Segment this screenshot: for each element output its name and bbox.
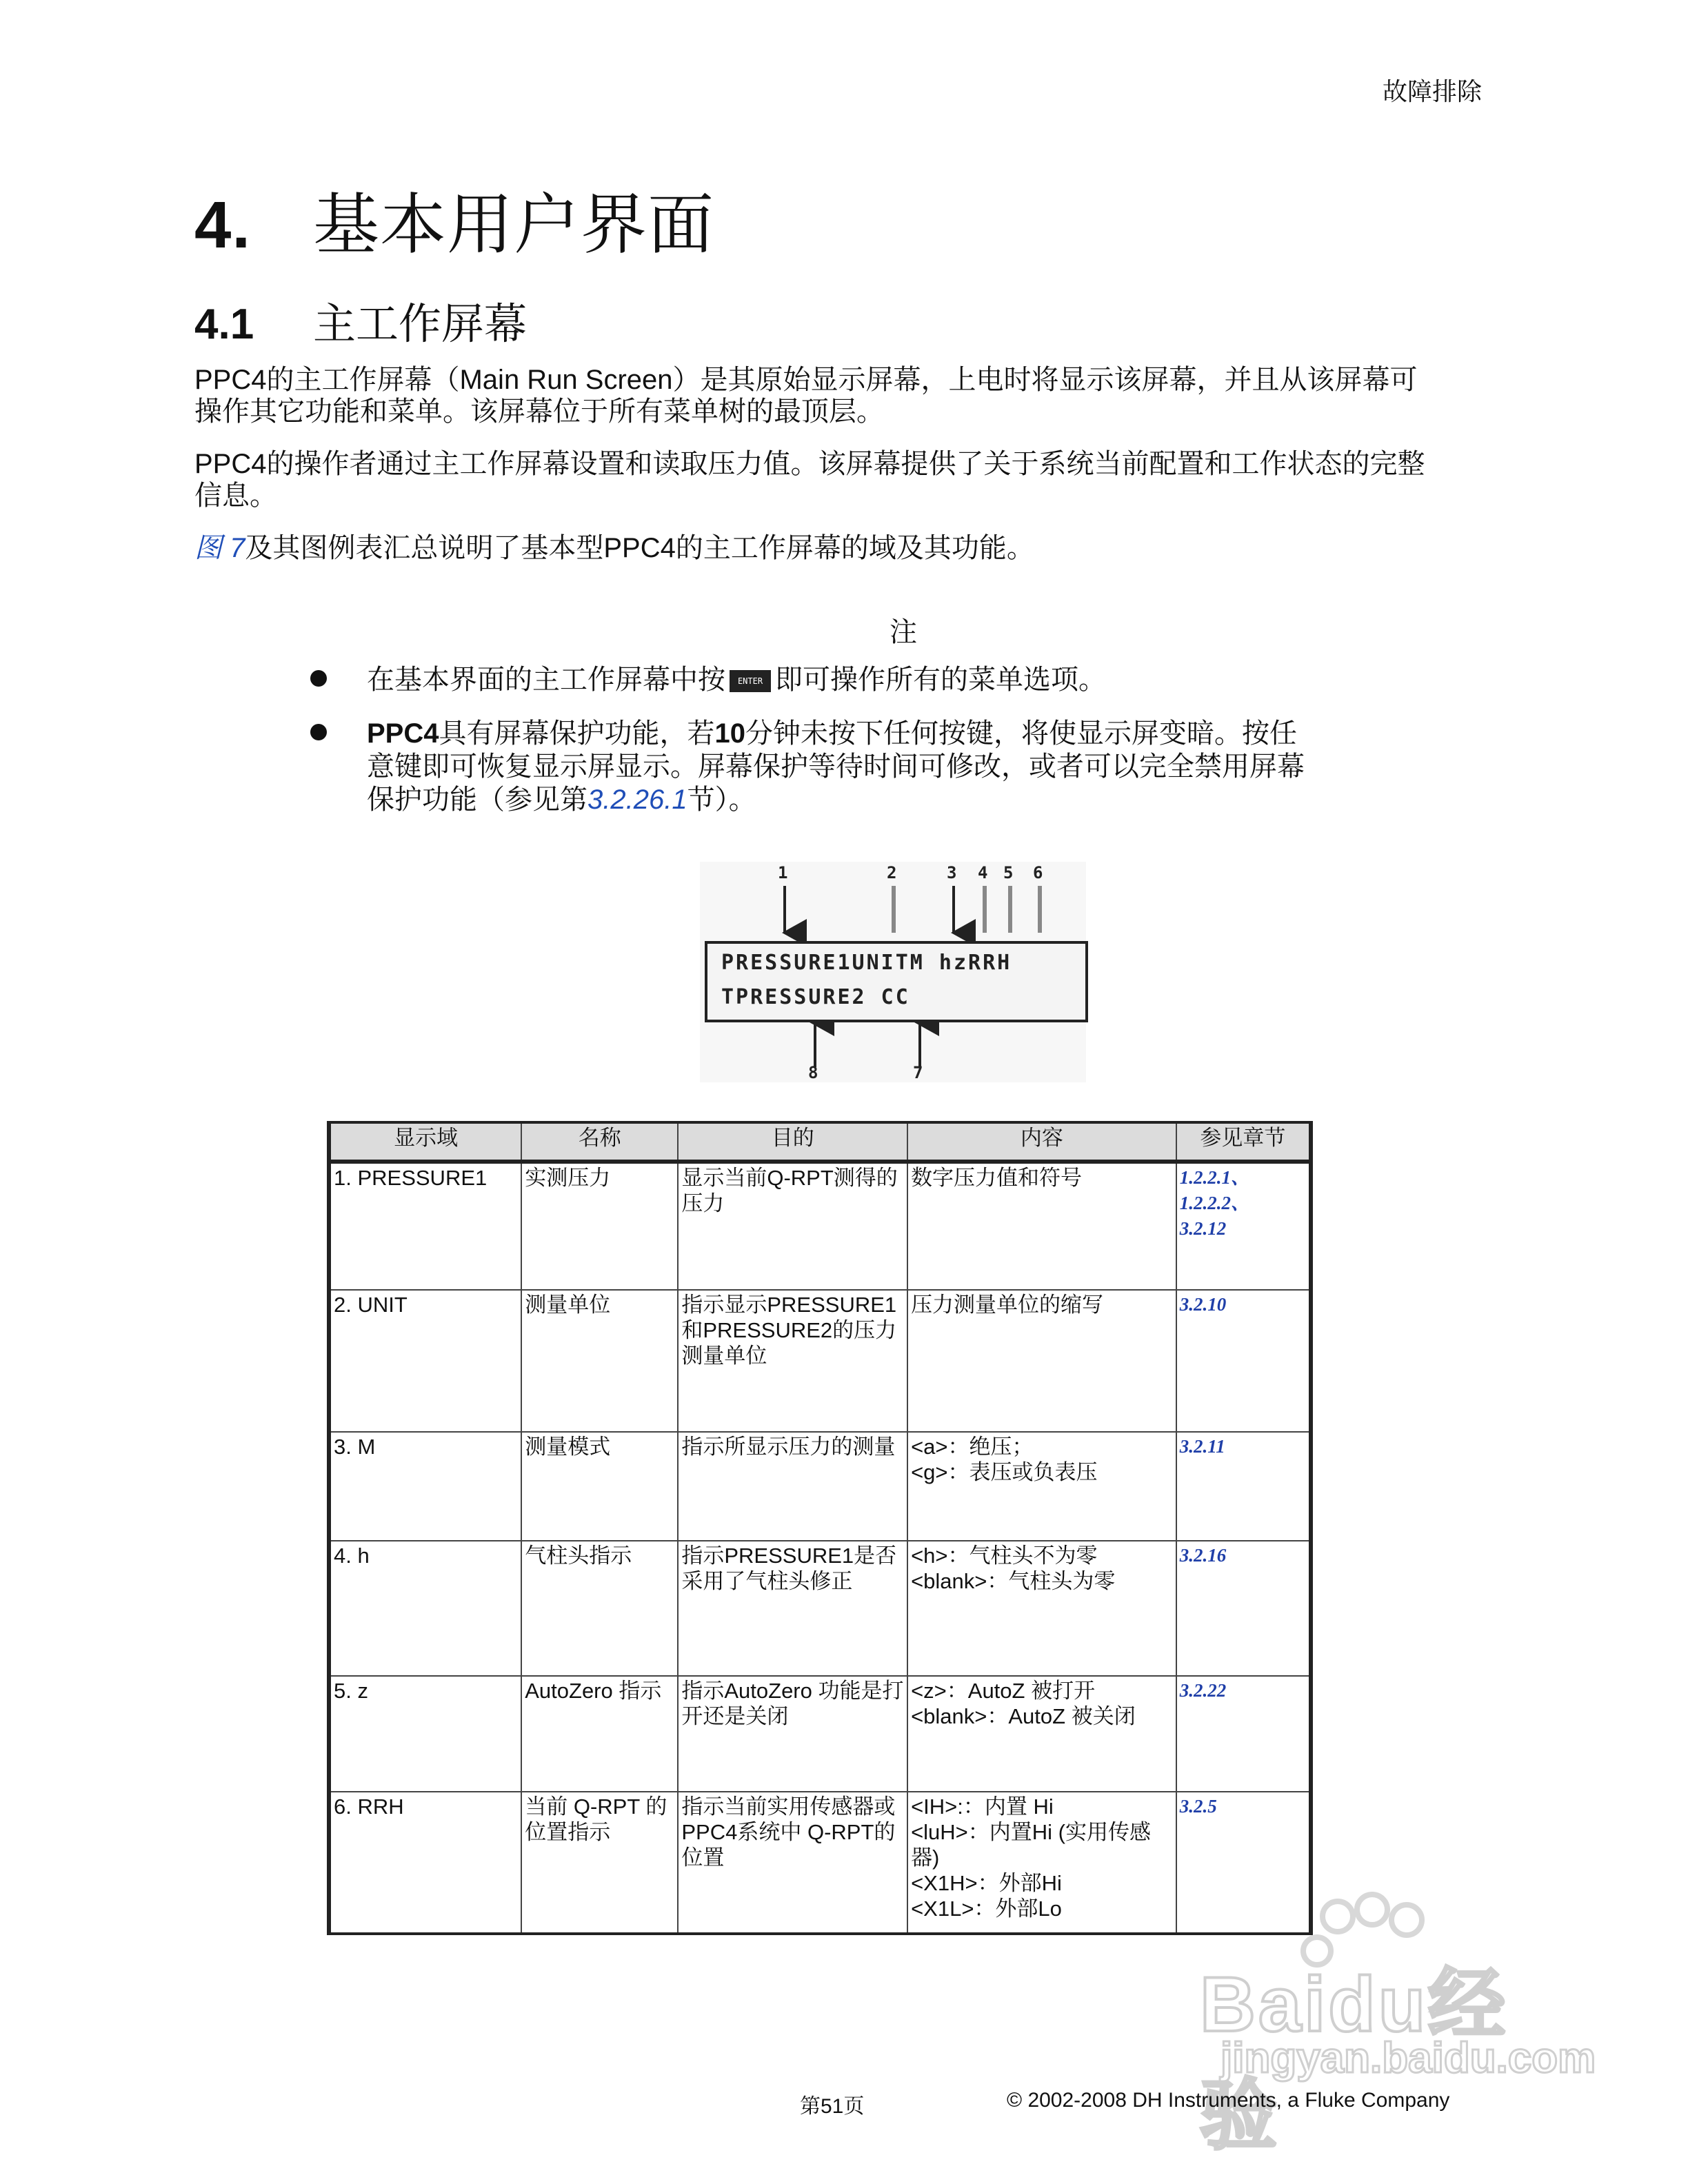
- table-header: 内容: [907, 1122, 1176, 1162]
- cell-name: AutoZero 指示: [521, 1676, 678, 1792]
- ref-link[interactable]: 3.2.10: [1179, 1294, 1227, 1315]
- table-row: [329, 1432, 1311, 1541]
- cell-field: 2. UNIT: [329, 1290, 521, 1432]
- section-link[interactable]: 3.2.26.1: [587, 785, 687, 815]
- label-3: 3: [947, 863, 957, 882]
- label-4: 4: [978, 863, 988, 882]
- cell-purpose: 指示显示PRESSURE1 和PRESSURE2的压力 测量单位: [678, 1290, 907, 1432]
- copyright: © 2002-2008 DH Instruments, a Fluke Company: [1007, 2089, 1450, 2112]
- chapter-number: 4.: [194, 188, 252, 262]
- cell-refs: [1176, 1432, 1311, 1541]
- running-header: 故障排除: [1383, 77, 1483, 105]
- section-title: 主工作屏幕: [313, 301, 528, 348]
- cell-content: <a>：绝压； <g>：表压或负表压: [907, 1432, 1176, 1541]
- cell-purpose: 显示当前Q-RPT测得的 压力: [678, 1162, 907, 1290]
- cell-content: <IH>:：内置 Hi <luH>：内置Hi (实用传感 器) <X1H>：外部Hi <X1L>：外部Lo: [907, 1792, 1176, 1934]
- enter-key-icon: ENTER: [730, 670, 771, 692]
- cell-name: 测量模式: [521, 1432, 678, 1541]
- paragraph-line: PPC4的主工作屏幕（Main Run Screen）是其原始显示屏幕，上电时将显示该屏幕，并且从该屏幕可: [194, 365, 1418, 395]
- paragraph-text: 及其图例表汇总说明了基本型PPC4的主工作屏幕的域及其功能。: [245, 533, 1034, 563]
- table-row: [329, 1541, 1311, 1676]
- ref-link[interactable]: 1.2.2.1、: [1179, 1167, 1250, 1188]
- paragraph-line: 操作其它功能和菜单。该屏幕位于所有菜单树的最顶层。: [194, 396, 884, 427]
- section-number: 4.1: [194, 301, 254, 348]
- watermark-brand: Baidu经验: [1200, 1961, 1509, 2158]
- cell-field: 1. PRESSURE1: [329, 1162, 521, 1290]
- figure-link[interactable]: 图 7: [194, 533, 245, 563]
- label-1: 1: [778, 863, 788, 882]
- table-row: [329, 1792, 1311, 1934]
- cell-purpose: 指示AutoZero 功能是打 开还是关闭: [678, 1676, 907, 1792]
- label-8: 8: [808, 1063, 818, 1082]
- cell-refs: [1176, 1162, 1311, 1290]
- cell-field: 3. M: [329, 1432, 521, 1541]
- lcd-line-1: PRESSURE1UNITM hzRRH: [721, 951, 1012, 975]
- cell-name: 气柱头指示: [521, 1541, 678, 1676]
- table-header: 显示域: [329, 1122, 521, 1162]
- cell-refs: [1176, 1676, 1311, 1792]
- table-row: [329, 1162, 1311, 1290]
- cell-refs: [1176, 1541, 1311, 1676]
- cell-content: 压力测量单位的缩写: [907, 1290, 1176, 1432]
- lcd-line-2: TPRESSURE2 CC: [721, 985, 910, 1009]
- bullet-text-part: 分钟未按下任何按键，将使显示屏变暗。按任: [745, 718, 1297, 749]
- paragraph-line: 信息。: [194, 481, 277, 511]
- cell-field: 4. h: [329, 1541, 521, 1676]
- page-number: 第51页: [800, 2095, 865, 2118]
- table-header: 目的: [678, 1122, 907, 1162]
- ref-link[interactable]: 3.2.12: [1179, 1218, 1227, 1239]
- bullet-text-part: 意键即可恢复显示屏显示。屏幕保护等待时间可修改，或者可以完全禁用屏幕: [367, 751, 1305, 782]
- chapter-title: 基本用户界面: [313, 188, 714, 262]
- label-7: 7: [913, 1063, 923, 1082]
- cell-content: 数字压力值和符号: [907, 1162, 1176, 1290]
- table-row: [329, 1676, 1311, 1792]
- cell-name: 当前 Q-RPT 的位置指示: [521, 1792, 678, 1934]
- bullet-text-part: 具有屏幕保护功能，若: [439, 718, 715, 749]
- table-header-row: [329, 1122, 1311, 1162]
- watermark-url: jingyan.baidu.com: [1220, 2034, 1596, 2082]
- table-header: 名称: [521, 1122, 678, 1162]
- bullet-text-part: 即可操作所有的菜单选项。: [775, 665, 1106, 695]
- cell-content: <z>：AutoZ 被打开 <blank>：AutoZ 被关闭: [907, 1676, 1176, 1792]
- ref-link[interactable]: 1.2.2.2、: [1179, 1193, 1250, 1213]
- ref-link[interactable]: 3.2.16: [1179, 1545, 1227, 1566]
- ref-link[interactable]: 3.2.11: [1179, 1436, 1225, 1457]
- bullet-text-part: 在基本界面的主工作屏幕中按: [367, 665, 725, 695]
- bullet-bold: PPC4: [367, 718, 439, 749]
- cell-refs: [1176, 1290, 1311, 1432]
- cell-purpose: 指示PRESSURE1是否 采用了气柱头修正: [678, 1541, 907, 1676]
- bullet-text-part: 保护功能（参见第: [367, 785, 587, 815]
- cell-field: 5. z: [329, 1676, 521, 1792]
- field-legend-table: [327, 1121, 1313, 1935]
- cell-name: 实测压力: [521, 1162, 678, 1290]
- table-row: [329, 1290, 1311, 1432]
- ref-link[interactable]: 3.2.5: [1179, 1796, 1217, 1817]
- bullet-bold: 10: [714, 718, 745, 749]
- label-6: 6: [1033, 863, 1043, 882]
- label-2: 2: [887, 863, 897, 882]
- cell-purpose: 指示当前实用传感器或 PPC4系统中 Q-RPT的 位置: [678, 1792, 907, 1934]
- label-5: 5: [1003, 863, 1014, 882]
- lcd-display: [705, 941, 1088, 1022]
- cell-field: 6. RRH: [329, 1792, 521, 1934]
- cell-name: 测量单位: [521, 1290, 678, 1432]
- table-header: 参见章节: [1176, 1122, 1311, 1162]
- paragraph-line: PPC4的操作者通过主工作屏幕设置和读取压力值。该屏幕提供了关于系统当前配置和工作状态的完整: [194, 449, 1425, 479]
- bullet-text-part: 节）。: [687, 785, 756, 815]
- note-title: 注: [890, 617, 917, 647]
- cell-purpose: 指示所显示压力的测量: [678, 1432, 907, 1541]
- ref-link[interactable]: 3.2.22: [1179, 1680, 1227, 1701]
- cell-content: <h>：气柱头不为零 <blank>：气柱头为零: [907, 1541, 1176, 1676]
